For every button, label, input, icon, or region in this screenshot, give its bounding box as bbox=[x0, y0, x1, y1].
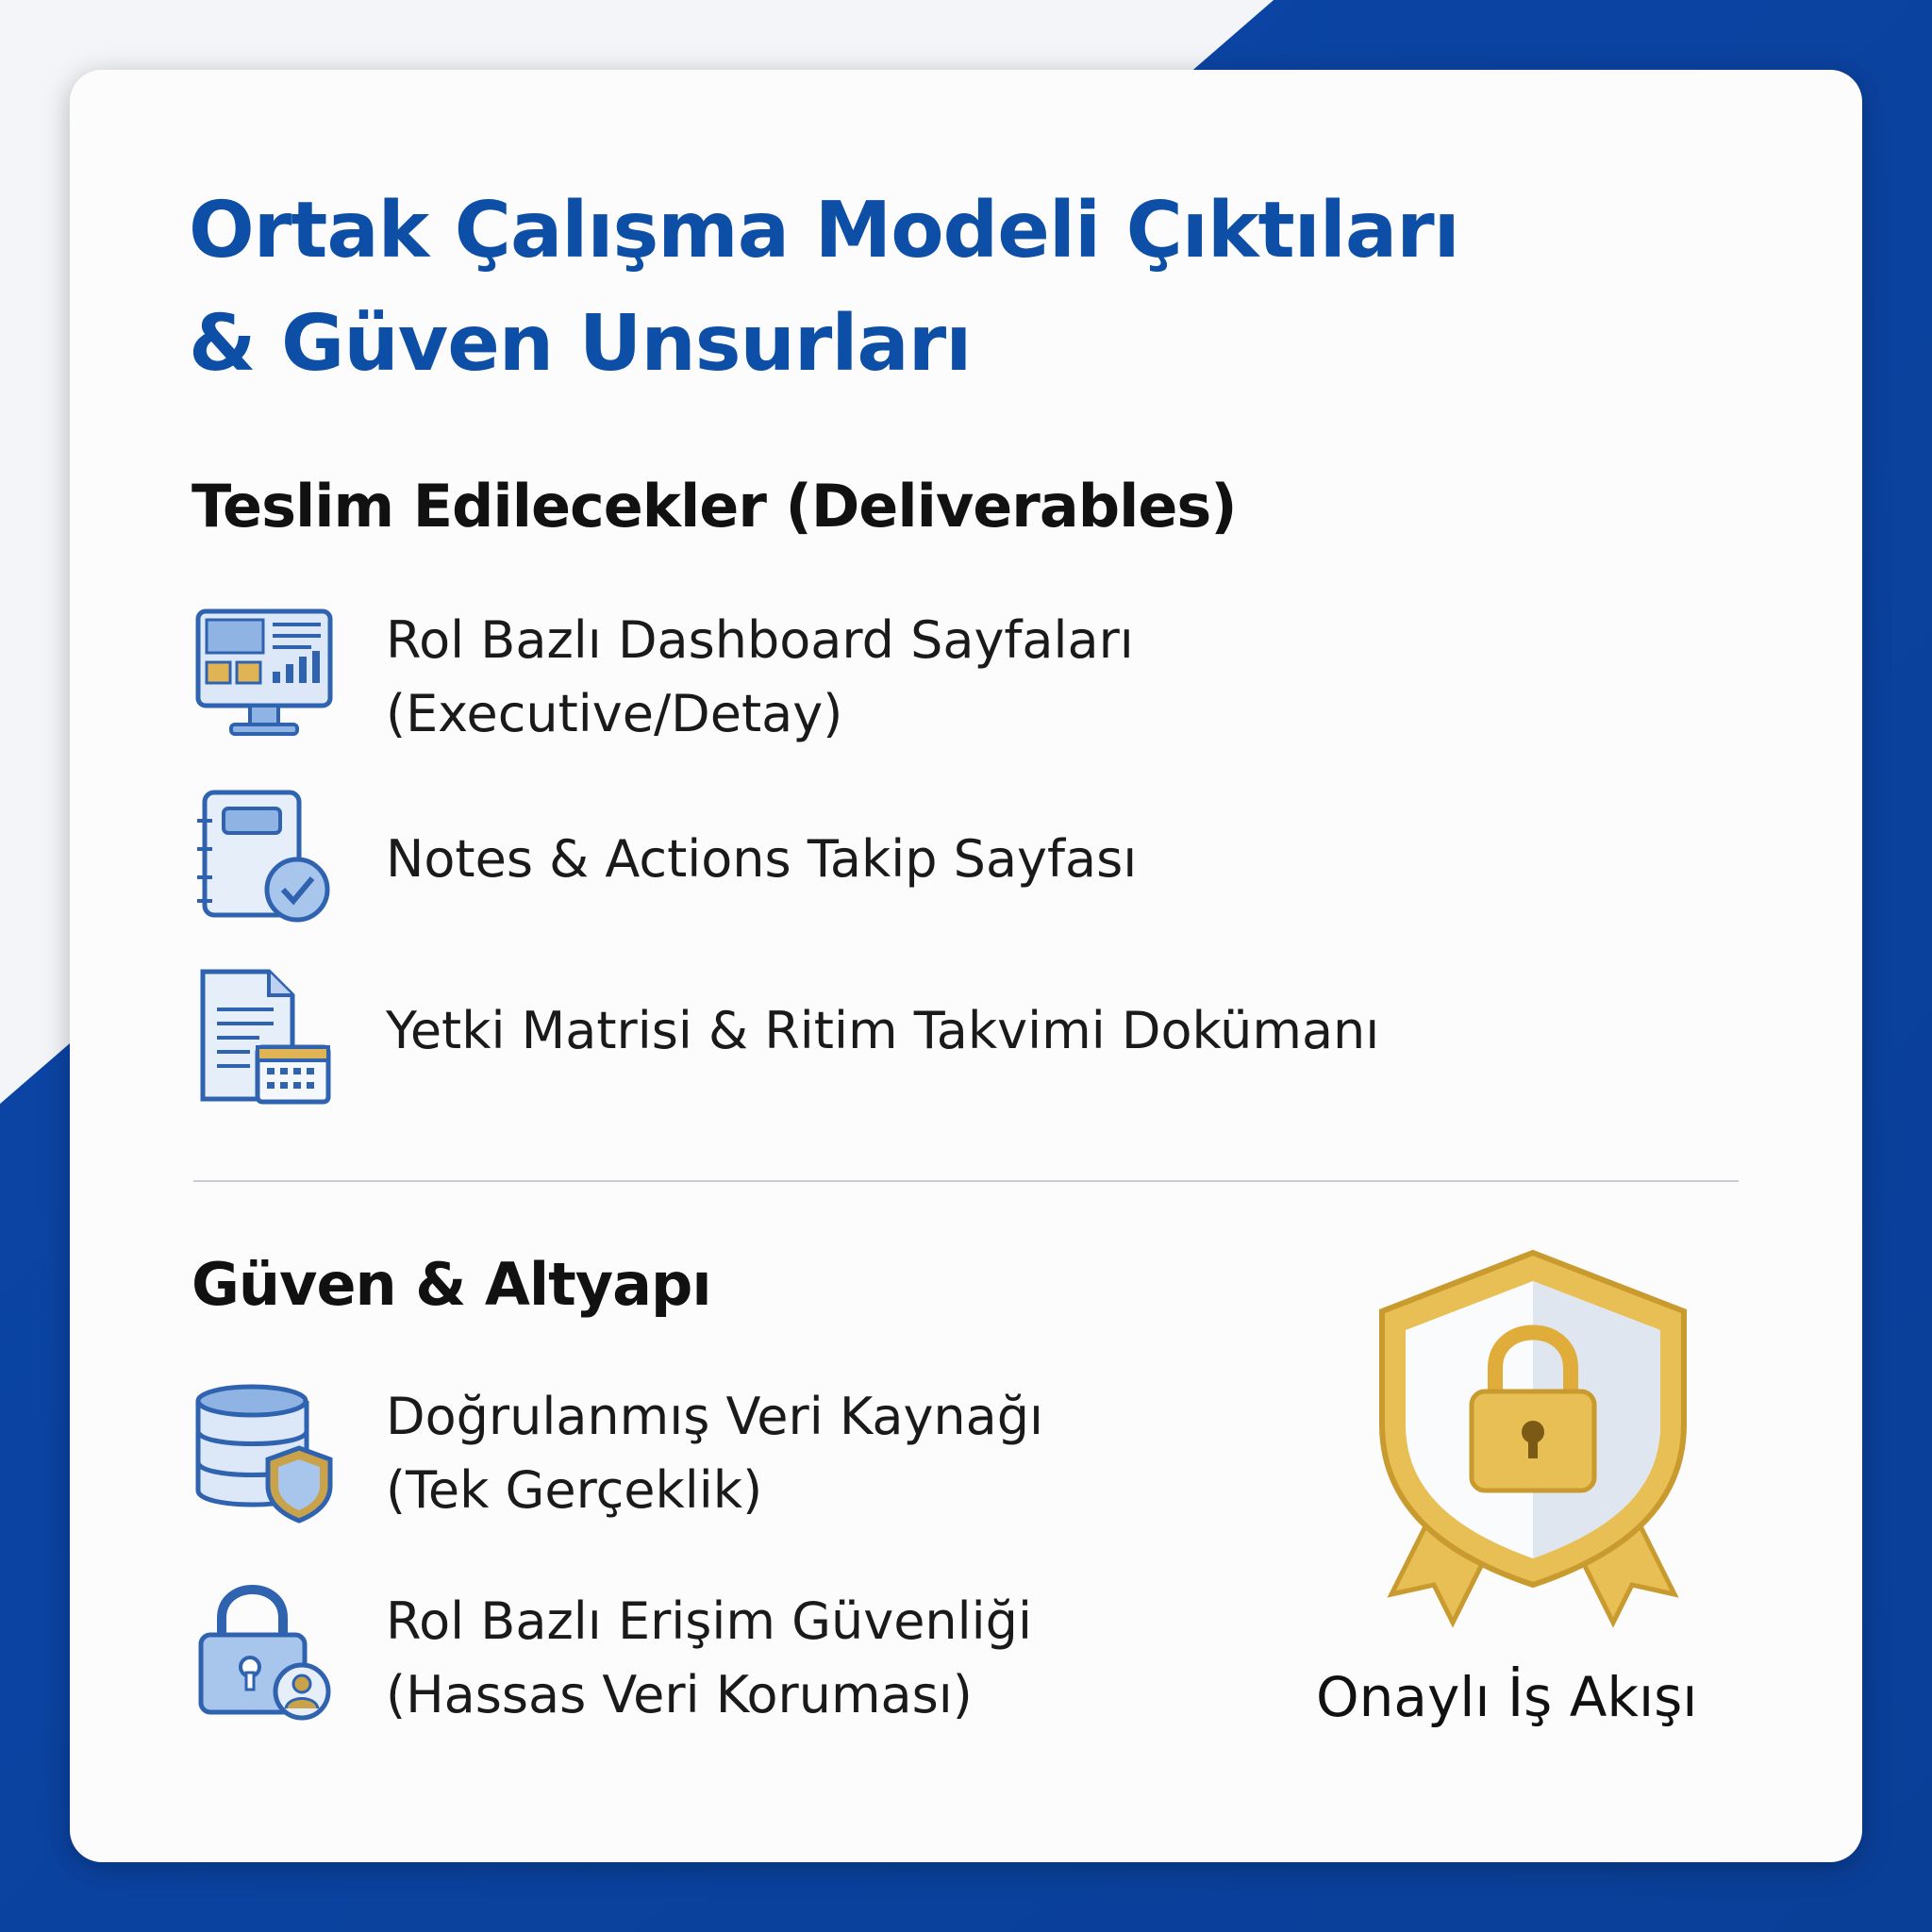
item-subtext: (Tek Gerçeklik) bbox=[386, 1460, 763, 1520]
dashboard-monitor-icon bbox=[193, 604, 335, 745]
document-calendar-icon bbox=[193, 967, 335, 1108]
trust-item bbox=[386, 1380, 1043, 1527]
shield-lock-icon bbox=[1373, 1245, 1693, 1641]
item-subtext: (Executive/Detay) bbox=[386, 684, 843, 743]
badge-label: Onaylı İş Akışı bbox=[1316, 1665, 1698, 1729]
deliverable-item bbox=[386, 604, 1134, 751]
database-shield-icon bbox=[193, 1382, 335, 1524]
item-text: Notes & Actions Takip Sayfası bbox=[386, 829, 1138, 889]
trust-item bbox=[386, 1585, 1032, 1732]
lock-user-icon bbox=[193, 1580, 335, 1722]
trust-heading: Güven & Altyapı bbox=[192, 1250, 711, 1319]
title-line-2: & Güven Unsurları bbox=[189, 299, 972, 389]
deliverables-heading: Teslim Edilecekler (Deliverables) bbox=[192, 472, 1237, 541]
item-text: Doğrulanmış Veri Kaynağı bbox=[386, 1387, 1043, 1446]
deliverable-item bbox=[386, 823, 1137, 896]
section-divider bbox=[193, 1180, 1739, 1182]
item-text: Rol Bazlı Dashboard Sayfaları bbox=[386, 610, 1134, 670]
item-subtext: (Hassas Veri Koruması) bbox=[386, 1665, 973, 1724]
item-text: Yetki Matrisi & Ritim Takvimi Dokümanı bbox=[386, 1001, 1380, 1060]
deliverable-item bbox=[386, 994, 1379, 1068]
page-title bbox=[189, 175, 1459, 401]
title-line-1: Ortak Çalışma Modeli Çıktıları bbox=[189, 186, 1459, 275]
item-text: Rol Bazlı Erişim Güvenliği bbox=[386, 1591, 1032, 1651]
notebook-check-icon bbox=[193, 788, 335, 929]
